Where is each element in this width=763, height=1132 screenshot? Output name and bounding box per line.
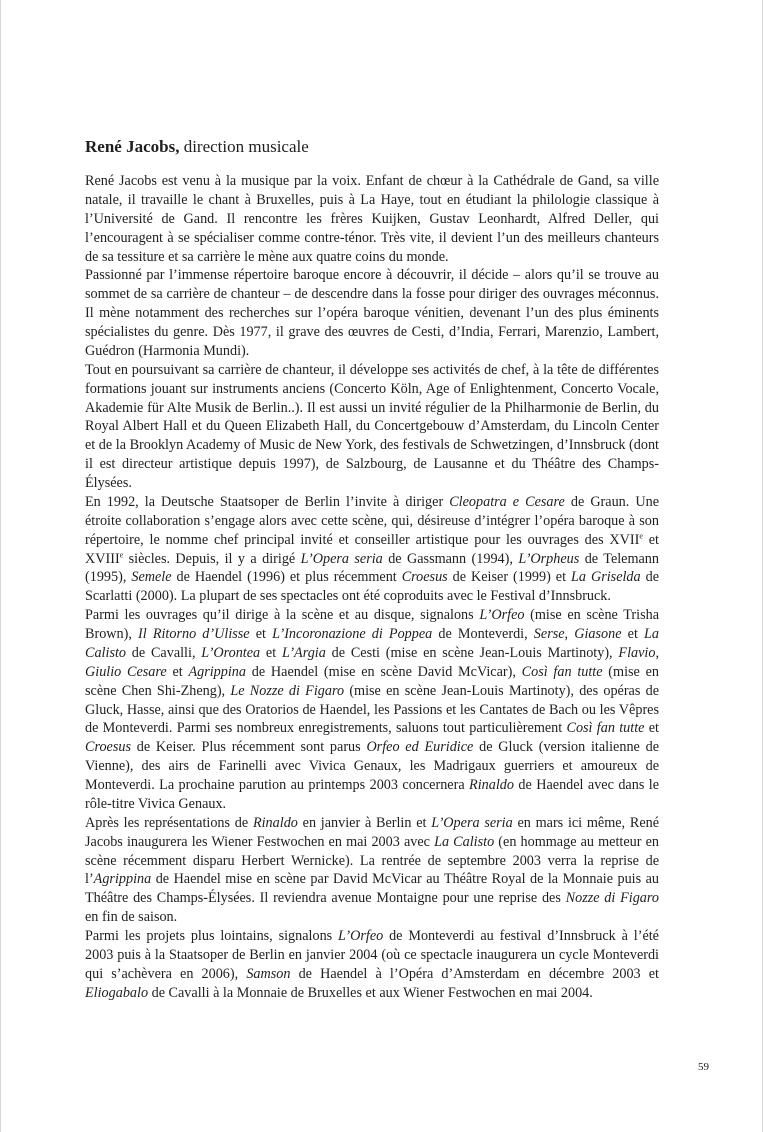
italic-title: Cleopatra e Cesare — [449, 493, 565, 510]
italic-title: Serse — [533, 626, 565, 642]
paragraph — [85, 493, 659, 606]
text-run: de Monteverdi, — [432, 626, 534, 642]
superscript-text: e — [119, 549, 124, 559]
paragraph — [85, 172, 659, 266]
italic-title: Agrippina — [93, 871, 152, 888]
italic-title: L’Orontea — [201, 644, 261, 661]
text-run: de Cesti (mise en scène Jean-Louis Martinoty), — [325, 644, 619, 661]
text-run: En 1992, la Deutsche Staatsoper de Berlin l’invite à diriger — [85, 493, 450, 510]
italic-title: La Griselda — [571, 569, 641, 586]
text-run: de Gassmann (1994), — [382, 550, 519, 567]
italic-title: Nozze di Figaro — [565, 890, 659, 907]
italic-title: La Calisto — [434, 833, 495, 850]
text-run: de Haendel (1996) et plus récemment — [171, 569, 402, 586]
text-run: , — [564, 626, 575, 642]
text-run: Après les représentations de — [85, 814, 253, 831]
text-run: de Keiser (1999) et — [447, 569, 572, 586]
italic-title: L’Orfeo — [338, 928, 384, 944]
paragraph — [85, 266, 659, 360]
italic-title: Giulio Cesare — [85, 663, 167, 680]
text-run: (en hommage au metteur en scène récemment disparu Herbert Wernicke). La rentrée de septembre 2003 verra la reprise de l’ — [85, 833, 659, 888]
italic-title: Rinaldo — [469, 777, 514, 793]
text-run: (mise en scène Trisha Brown), — [85, 607, 659, 642]
text-run: en fin de saison. — [85, 909, 178, 926]
text-run: et XVIII — [85, 531, 659, 567]
text-run: et — [644, 720, 659, 737]
italic-title: L’Opera seria — [431, 814, 513, 831]
paragraph — [85, 814, 659, 927]
text-run: (mise en scène Chen Shi-Zheng), — [85, 663, 659, 699]
italic-title: Giasone — [574, 626, 622, 642]
italic-title: Flavio — [618, 644, 656, 661]
italic-title: Samson — [246, 965, 291, 982]
italic-title: Le Nozze di Figaro — [230, 682, 345, 699]
text-run: de Haendel (mise en scène David McVicar), — [246, 663, 522, 680]
italic-title: Il Ritorno d’Ulisse — [138, 626, 250, 642]
page-number: 59 — [698, 1061, 709, 1073]
text-run: Passionné par l’immense répertoire baroque encore à découvrir, il décide – alors qu’il se trouve au sommet de sa carrière de chanteur – de descendre dans la fosse pour diriger des ouvrages méconnus. Il mène notamment des recherches sur l’opéra baroque vénitien, devenant l’un des plus éminents spécialistes du genre. Dès 1977, il grave des œuvres de Cesti, d’India, Ferrari, Marenzio, Lambert, Guédron (Harmonia Mundi). — [85, 267, 659, 359]
italic-title: Così fan tutte — [566, 720, 645, 737]
paragraph — [85, 606, 659, 814]
heading-role: direction musicale — [179, 137, 309, 156]
italic-title: Agrippina — [188, 663, 246, 680]
italic-title: L’Opera seria — [300, 550, 383, 567]
text-run: et — [166, 663, 189, 680]
superscript-text: e — [639, 530, 643, 540]
text-run: Parmi les ouvrages qu’il dirige à la scène et au disque, signalons — [85, 607, 480, 624]
italic-title: Orfeo ed Euridice — [366, 739, 474, 756]
italic-title: L’Argia — [281, 644, 326, 661]
italic-title: L’Orpheus — [518, 550, 580, 567]
italic-title: Eliogabalo — [85, 984, 149, 1001]
text-run: de Monteverdi au festival d’Innsbruck à l’été 2003 puis à la Staatsoper de Berlin en janvier 2004 (où ce spectacle inaugurera un cycle Monteverdi qui s’achèvera en 2006), — [85, 928, 659, 982]
text-run: de Cavalli, — [126, 644, 202, 661]
text-run: (mise en scène Jean-Louis Martinoty), des opéras de Gluck, Hasse, ainsi que des Oratorios de Haendel, les Passions et les Cantates de Bach ou les Vêpres de Monteverdi. Parmi ses nombreux enregistrements, saluons tout particulièrement — [85, 682, 660, 737]
text-run: de Haendel avec dans le rôle-titre Vivica Genaux. — [85, 777, 659, 812]
biography-text — [85, 172, 659, 1003]
italic-title: L’Orfeo — [479, 607, 525, 624]
text-run: René Jacobs est venu à la musique par la voix. Enfant de chœur à la Cathédrale de Gand, sa ville natale, il travaille le chant à Bruxelles, puis à La Haye, tout en étudiant la philologie classique à l’Université de Gand. Il rencontre les frères Kuijken, Gustav Leonhardt, Alfred Deller, qui l’encouragent à se spécialiser comme contre-ténor. Très vite, il devient l’un des meilleurs chanteurs de sa tessiture et sa carrière le mène aux quatre coins du monde. — [85, 173, 659, 265]
text-run: et — [621, 626, 645, 642]
italic-title: Così fan tutte — [521, 663, 603, 680]
text-run: de Graun. Une étroite collaboration s’engage alors avec cette scène, qui, désireuse d’intégrer l’opéra baroque à son répertoire, le nomme chef principal invité et conseiller artistique pour les ouvrages des XVII — [85, 493, 659, 548]
text-run: en janvier à Berlin et — [297, 814, 432, 831]
text-run: de Telemann (1995), — [85, 550, 659, 586]
text-run: de Cavalli à la Monnaie de Bruxelles et aux Wiener Festwochen en mai 2004. — [148, 984, 593, 1001]
text-run: Tout en poursuivant sa carrière de chanteur, il développe ses activités de chef, à la tête de différentes formations jouant sur instruments anciens (Concerto Köln, Age of Enlightenment, Concerto Vocale, Akademie für Alte Musik de Berlin..). Il est aussi un invité régulier de la Philharmonie de Berlin, du Royal Albert Hall et du Queen Elizabeth Hall, du Concertgebouw d’Amsterdam, du Lincoln Center et de la Brooklyn Academy of Music de New York, des festivals de Schwetzingen, d’Innsbruck (dont il est directeur artistique depuis 1997), de Salzbourg, de Lausanne et du Théâtre des Champs-Élysées. — [85, 361, 659, 491]
page-heading — [85, 136, 309, 158]
text-run: , — [655, 644, 659, 661]
text-run: de Keiser. Plus récemment sont parus — [130, 739, 367, 756]
text-run: siècles. Depuis, il y a dirigé — [123, 550, 301, 567]
italic-title: Croesus — [85, 739, 131, 756]
paragraph — [85, 927, 659, 1003]
italic-title: L’Incoronazione di Poppea — [272, 626, 433, 642]
text-run: et — [260, 644, 282, 661]
italic-title: Rinaldo — [252, 814, 298, 831]
text-run: de Haendel mise en scène par David McVicar au Théâtre Royal de la Monnaie puis au Théâtre des Champs-Élysées. Il reviendra avenue Montaigne pour une reprise des — [85, 871, 659, 907]
italic-title: Semele — [131, 569, 172, 586]
text-run: de Gluck (version italienne de Vienne), des airs de Farinelli avec Vivica Genaux, les Madrigaux guerriers et amoureux de Monteverdi. La prochaine parution au printemps 2003 concernera — [85, 739, 660, 793]
paragraph — [85, 361, 659, 493]
heading-name: René Jacobs, — [85, 137, 180, 156]
text-run: Parmi les projets plus lointains, signalons — [85, 928, 339, 944]
text-run: en mars ici même, René Jacobs inaugurera les Wiener Festwochen en mai 2003 avec — [85, 814, 660, 850]
text-run: et — [249, 626, 273, 642]
italic-title: La Calisto — [85, 626, 659, 661]
italic-title: Croesus — [401, 569, 448, 586]
text-run: de Haendel à l’Opéra d’Amsterdam en décembre 2003 et — [290, 965, 660, 982]
text-run: de Scarlatti (2000). La plupart de ses spectacles ont été coproduits avec le Festival d’Innsbruck. — [85, 569, 659, 605]
